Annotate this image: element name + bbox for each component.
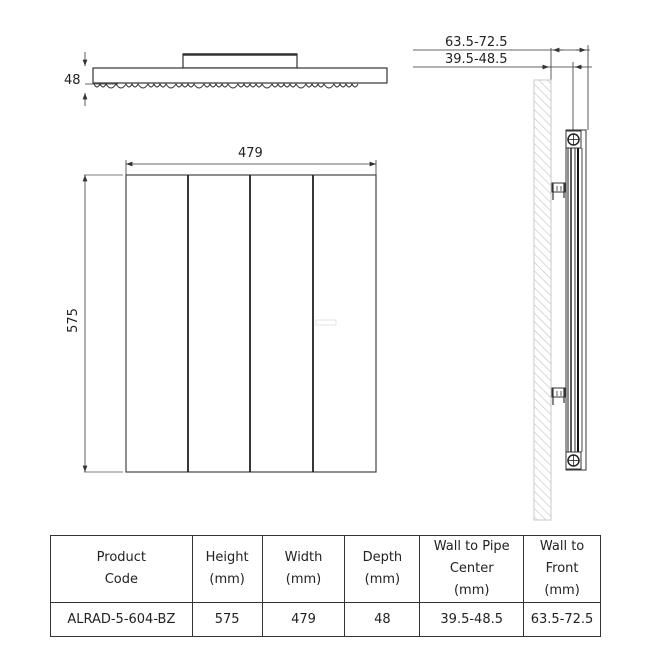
cell-height: 575 xyxy=(192,603,262,637)
wall-to-pipe-dimension-label: 39.5-48.5 xyxy=(445,52,508,67)
header-wall-to-front: Wall to Front (mm) xyxy=(524,536,601,603)
top-bracket xyxy=(552,183,565,200)
table-header-row xyxy=(51,536,601,603)
bottom-bracket xyxy=(552,388,565,405)
cell-wall-to-front: 63.5-72.5 xyxy=(524,603,601,637)
specification-table xyxy=(50,535,601,637)
width-dimension-label: 479 xyxy=(238,146,263,161)
header-wall-to-pipe-center: Wall to Pipe Center (mm) xyxy=(420,536,524,603)
depth-dimension-label: 48 xyxy=(64,73,81,88)
cell-product-code: ALRAD-5-604-BZ xyxy=(51,603,193,637)
top-view xyxy=(85,52,387,106)
front-view xyxy=(84,160,376,472)
wall-hatch xyxy=(534,80,551,520)
header-width: Width (mm) xyxy=(262,536,345,603)
cell-width: 479 xyxy=(262,603,345,637)
height-dimension-label: 575 xyxy=(65,308,81,333)
side-view xyxy=(413,45,592,520)
cell-depth: 48 xyxy=(345,603,420,637)
header-depth: Depth (mm) xyxy=(345,536,420,603)
wall-to-front-dimension-label: 63.5-72.5 xyxy=(445,35,508,50)
cell-wall-to-pipe-center: 39.5-48.5 xyxy=(420,603,524,637)
header-height: Height (mm) xyxy=(192,536,262,603)
table-row xyxy=(51,603,601,637)
header-product-code: Product Code xyxy=(51,536,193,603)
